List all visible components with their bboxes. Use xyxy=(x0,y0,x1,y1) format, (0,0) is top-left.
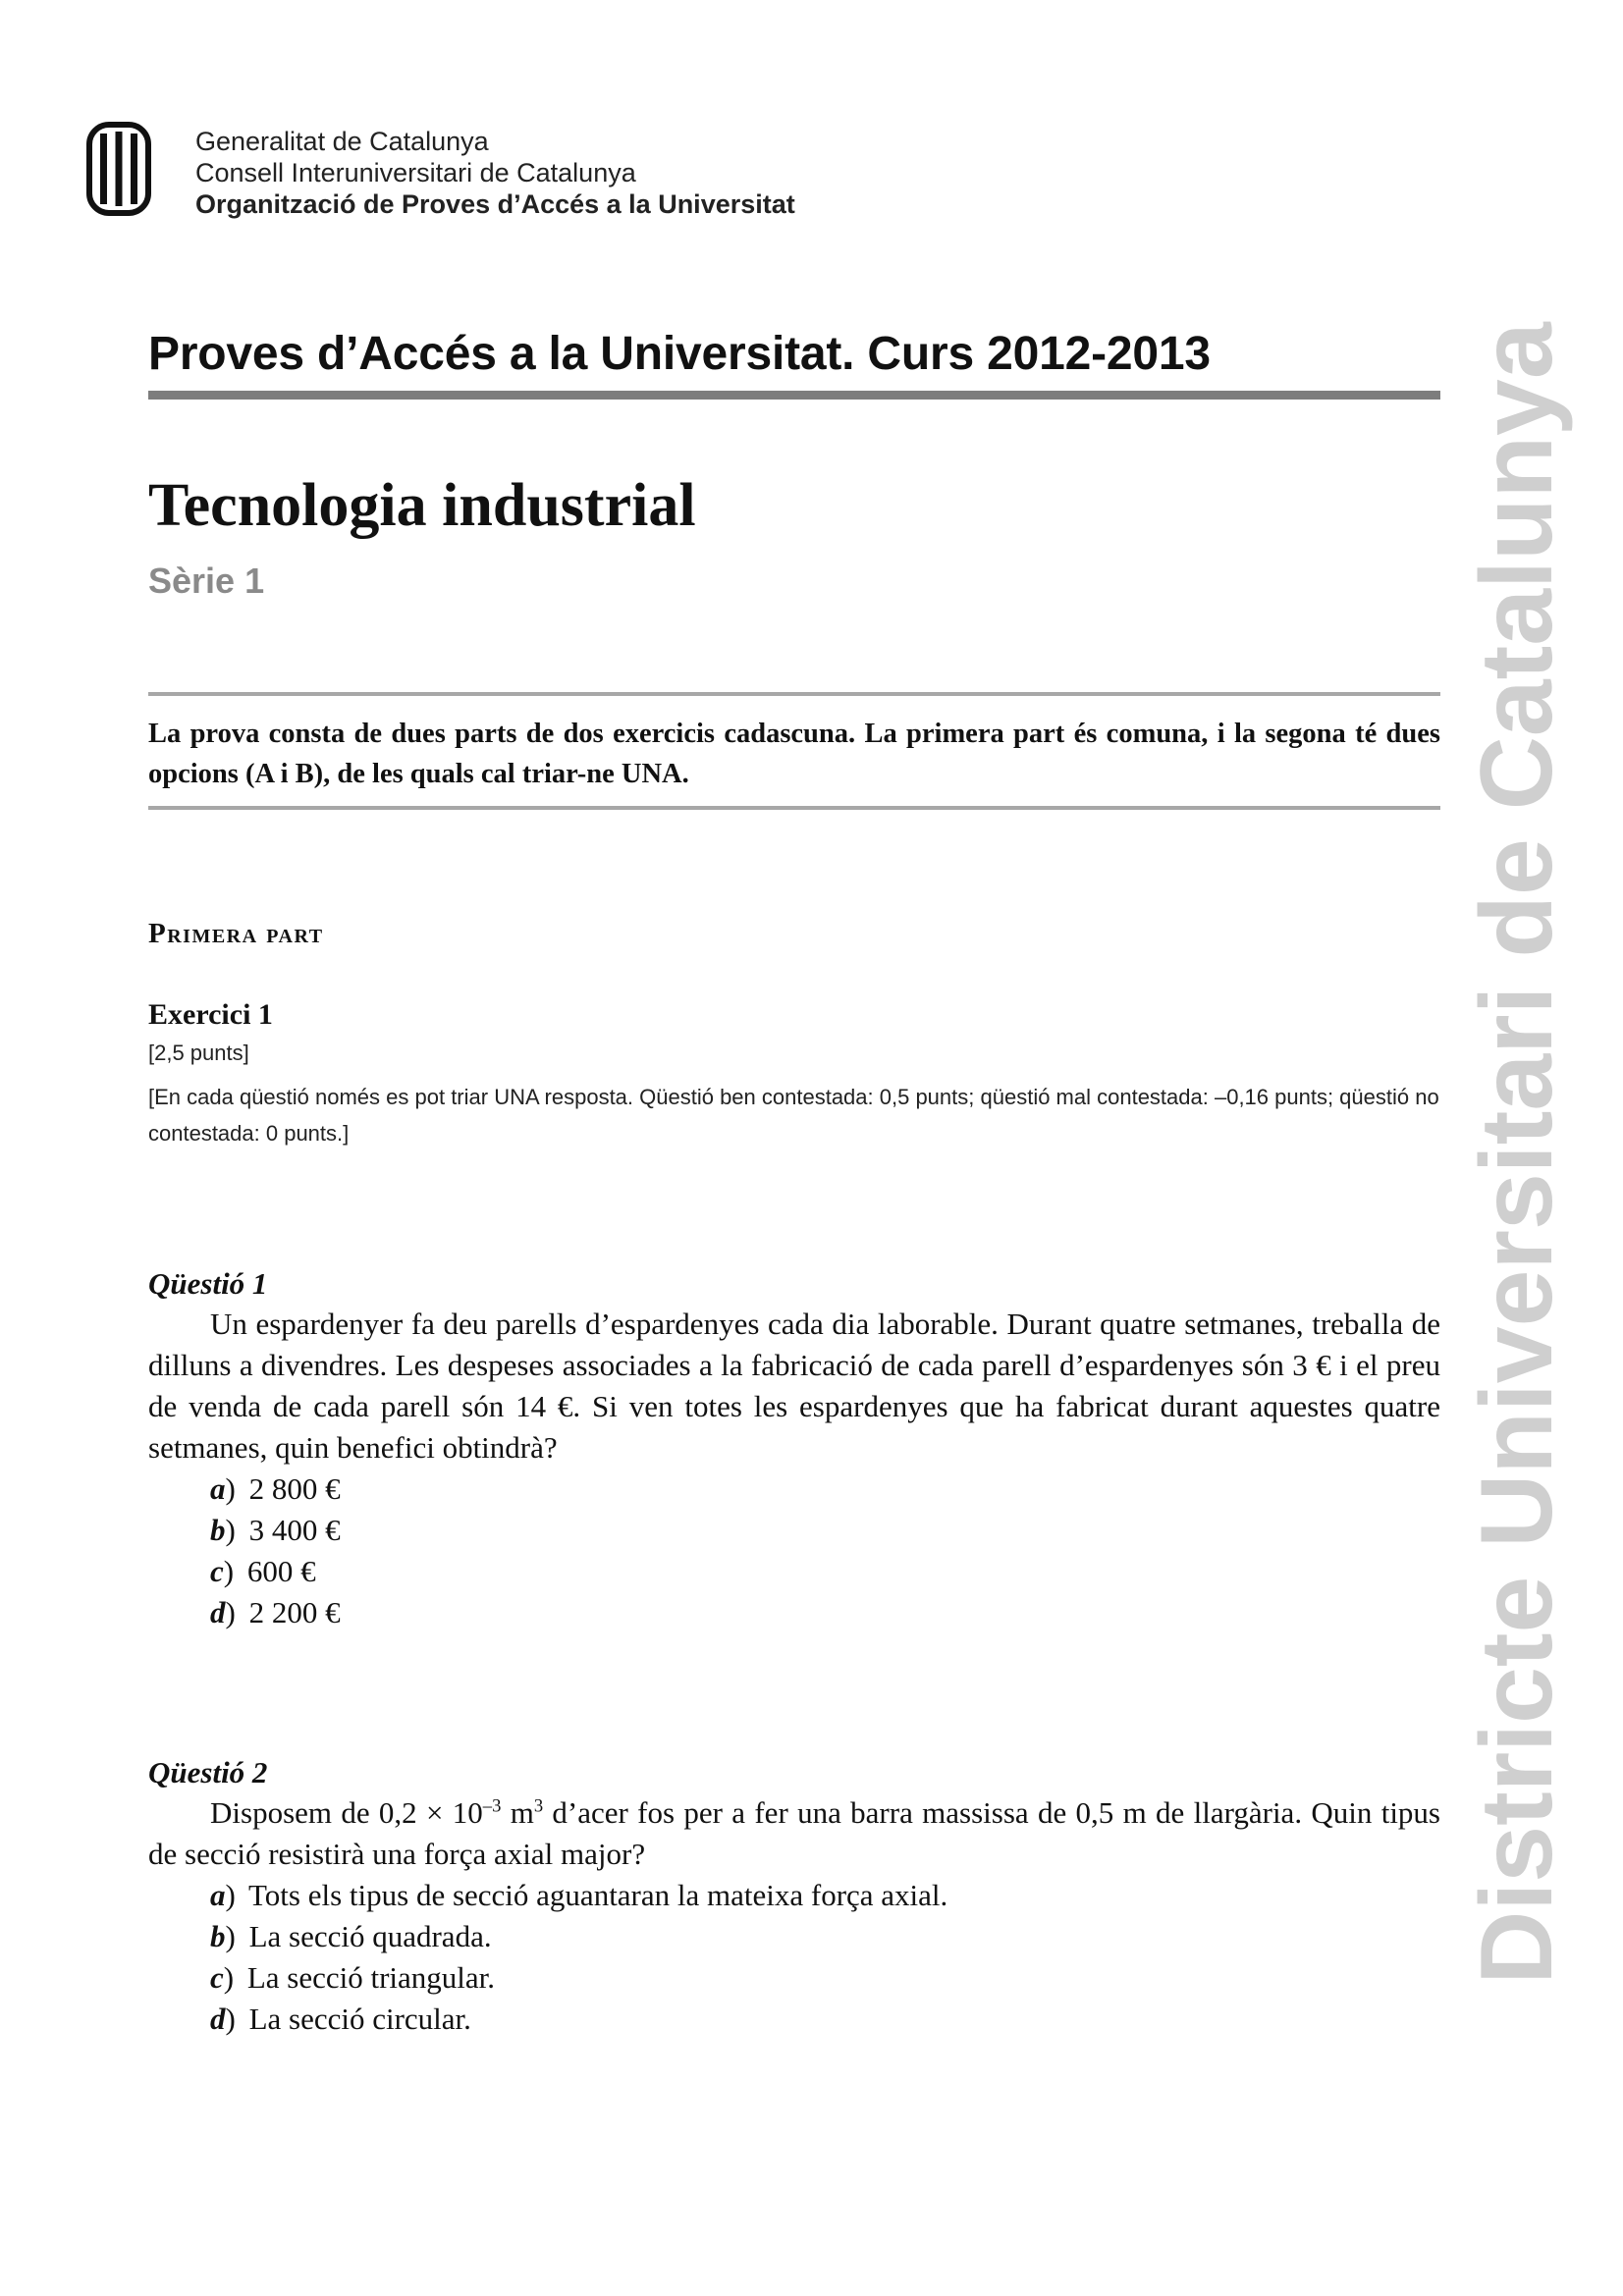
divider xyxy=(148,806,1440,810)
option-d: d) 2 200 € xyxy=(210,1595,341,1629)
option-text: La secció circular. xyxy=(248,2002,471,2036)
unit: m xyxy=(501,1795,534,1830)
generalitat-logo xyxy=(86,122,151,216)
option-a: a) 2 800 € xyxy=(210,1471,341,1506)
question-2-text-part: d’acer fos per a fer una barra massissa de 0,5 m de llargària. Quin tipus de secció resistirà una força axial major? xyxy=(148,1795,1440,1871)
institution-block xyxy=(195,126,795,220)
institution-line-1: Generalitat de Catalunya xyxy=(195,127,489,156)
exercise-points: [2,5 punts] xyxy=(148,1041,249,1065)
option-text: La secció triangular. xyxy=(246,1960,496,1995)
exercise-instructions: [En cada qüestió només es pot triar UNA resposta. Qüestió ben contestada: 0,5 punts; qüestió mal contestada: –0,16 punts; qüestió no contestada: 0 punts.] xyxy=(148,1085,1439,1146)
option-text: La secció quadrada. xyxy=(248,1919,492,1953)
option-text: 2 200 € xyxy=(248,1595,341,1629)
option-letter: d xyxy=(210,1595,226,1629)
exponent: 3 xyxy=(533,1795,544,1817)
intro-text: La prova consta de dues parts de dos exercicis cadascuna. La primera part és comuna, i la segona té dues opcions (A i B), de les quals cal triar-ne UNA. xyxy=(148,719,1440,789)
option-letter: d xyxy=(210,2002,226,2036)
option-d: d) La secció circular. xyxy=(210,2002,471,2036)
option-a: a) Tots els tipus de secció aguantaran la mateixa força axial. xyxy=(210,1878,948,1912)
question-2-title: Qüestió 2 xyxy=(148,1755,268,1789)
subject-title: Tecnologia industrial xyxy=(148,472,696,539)
question-1-options xyxy=(210,1468,341,1633)
institution-line-2: Consell Interuniversitari de Catalunya xyxy=(195,158,636,187)
option-text: 2 800 € xyxy=(248,1471,341,1506)
divider xyxy=(148,391,1440,400)
option-text: 3 400 € xyxy=(248,1513,341,1547)
institution-line-3: Organització de Proves d’Accés a la Universitat xyxy=(195,189,795,219)
side-district-label: Districte Universitari de Catalunya xyxy=(1460,322,1574,1985)
option-text: Tots els tipus de secció aguantaran la mateixa força axial. xyxy=(248,1878,948,1912)
exercise-title: Exercici 1 xyxy=(148,998,273,1031)
question-1-title: Qüestió 1 xyxy=(148,1266,268,1301)
option-c: c) La secció triangular. xyxy=(210,1960,496,1995)
exponent: –3 xyxy=(482,1795,502,1817)
question-2-text xyxy=(148,1792,1440,1875)
option-letter: b xyxy=(210,1513,226,1547)
option-text: 600 € xyxy=(246,1554,316,1588)
option-letter: a xyxy=(210,1878,226,1912)
option-b: b) La secció quadrada. xyxy=(210,1919,492,1953)
part-title: Primera part xyxy=(148,918,324,949)
divider xyxy=(148,692,1440,696)
option-letter: b xyxy=(210,1919,226,1953)
exam-title: Proves d’Accés a la Universitat. Curs 2012-2013 xyxy=(148,328,1211,380)
option-c: c) 600 € xyxy=(210,1554,316,1588)
option-letter: c xyxy=(210,1554,224,1588)
question-2-text-part: Disposem de 0,2 × 10 xyxy=(210,1795,483,1830)
option-letter: c xyxy=(210,1960,224,1995)
option-b: b) 3 400 € xyxy=(210,1513,341,1547)
series-label: Sèrie 1 xyxy=(148,561,265,601)
question-1-text: Un espardenyer fa deu parells d’espardenyes cada dia laborable. Durant quatre setmanes, treballa de dilluns a divendres. Les despeses associades a la fabricació de cada parell d’espardenyes són 3 € i el preu de venda de cada parell són 14 €. Si ven totes les espardenyes que ha fabricat durant aquestes quatre setmanes, quin benefici obtindrà? xyxy=(148,1307,1440,1465)
question-2-options xyxy=(210,1875,947,2040)
option-letter: a xyxy=(210,1471,226,1506)
